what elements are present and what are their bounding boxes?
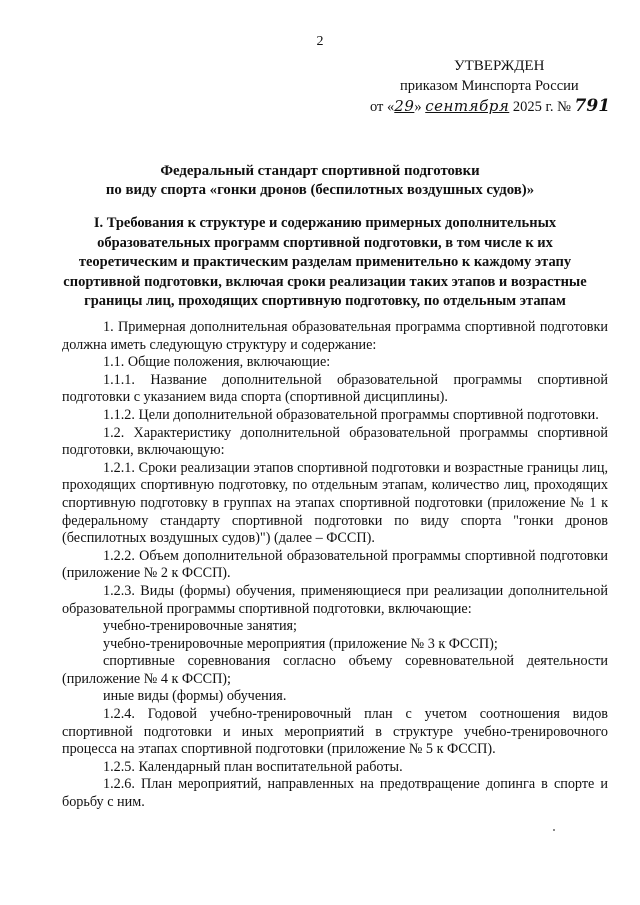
paragraph-1-1-2: 1.1.2. Цели дополнительной образовательной программы спортивной подготовки.: [103, 406, 599, 423]
title-line-2: по виду спорта «гонки дронов (беспилотных воздушных судов)»: [105, 182, 535, 198]
list-item-competitions: спортивные соревнования согласно объему соревновательной деятельности (приложение № 4 к ФССП);: [62, 653, 608, 687]
scan-speck: [553, 829, 555, 831]
paragraph-1-2-3: 1.2.3. Виды (формы) обучения, применяющиеся при реализации дополнительной образовательной программы спортивной подготовки, включающие:: [62, 582, 608, 617]
paragraph-1-2-6: 1.2.6. План мероприятий, направленных на предотвращение допинга в спорте и борьбу с ним.: [62, 776, 608, 811]
approval-date-line: [370, 96, 620, 117]
section-heading-line-3: теоретическим и практическим разделам применительно к каждому этапу: [78, 254, 572, 270]
section-heading-line-1: I. Требования к структуре и содержанию примерных дополнительных: [93, 215, 557, 231]
date-year: 2025 г. №: [512, 99, 571, 115]
handwritten-order-number: 791: [574, 96, 611, 116]
title-line-1: Федеральный стандарт спортивной подготовки: [160, 163, 480, 179]
document-body: [62, 319, 608, 812]
list-item-training-events: учебно-тренировочные мероприятия (приложение № 3 к ФССП);: [103, 635, 498, 652]
section-heading-line-2: образовательных программ спортивной подготовки, в том числе к их: [97, 234, 553, 251]
paragraph-1-1: 1.1. Общие положения, включающие:: [103, 354, 331, 371]
date-prefix: от «: [370, 99, 395, 115]
approval-order-line: приказом Минспорта России: [400, 78, 579, 94]
document-title: [60, 162, 580, 200]
handwritten-day: 29: [394, 97, 415, 115]
list-item-training-sessions: учебно-тренировочные занятия;: [103, 618, 298, 635]
approval-title: УТВЕРЖДЕН: [454, 58, 545, 74]
approval-stamp: [370, 56, 620, 117]
section-heading-line-5: границы лиц, проходящих спортивную подготовку, по отдельным этапам: [84, 293, 566, 309]
paragraph-1-2-5: 1.2.5. Календарный план воспитательной работы.: [103, 758, 403, 775]
paragraph-1-2-1: 1.2.1. Сроки реализации этапов спортивной подготовки и возрастные границы лиц, проходящих спортивную подготовку, по отдельным этапам, количество лиц, проходящих спортивную подготовку в группах на этапах спортивной подготовки (приложение № 1 к федеральному стандарту спортивной подготовки по виду спорта "гонки дронов (беспилотных воздушных судов)") (далее – ФССП).: [62, 459, 608, 547]
date-mid: »: [414, 99, 422, 115]
section-heading-line-4: спортивной подготовки, включая сроки реализации таких этапов и возрастные: [63, 273, 587, 290]
paragraph-1-2-2: 1.2.2. Объем дополнительной образовательной программы спортивной подготовки (приложение № 2 к ФССП).: [62, 547, 608, 582]
paragraph-1-2: 1.2. Характеристику дополнительной образовательной программы спортивной подготовки, включающую:: [62, 424, 608, 459]
paragraph-1-1-1: 1.1.1. Название дополнительной образовательной программы спортивной подготовки с указанием вида спорта (спортивной дисциплины).: [62, 371, 608, 406]
handwritten-month: сентября: [425, 97, 510, 115]
section-heading: [60, 214, 590, 312]
paragraph-1-2-4: 1.2.4. Годовой учебно-тренировочный план с учетом соотношения видов спортивной подготовки и иных мероприятий в структуре учебно-тренировочного процесса на этапах спортивной подготовки (приложение № 5 к ФССП).: [62, 706, 608, 758]
paragraph-1: 1. Примерная дополнительная образовательная программа спортивной подготовки должна иметь следующую структуру и содержание:: [62, 319, 608, 353]
list-item-other-forms: иные виды (формы) обучения.: [103, 688, 287, 705]
page-number: 2: [316, 34, 324, 49]
